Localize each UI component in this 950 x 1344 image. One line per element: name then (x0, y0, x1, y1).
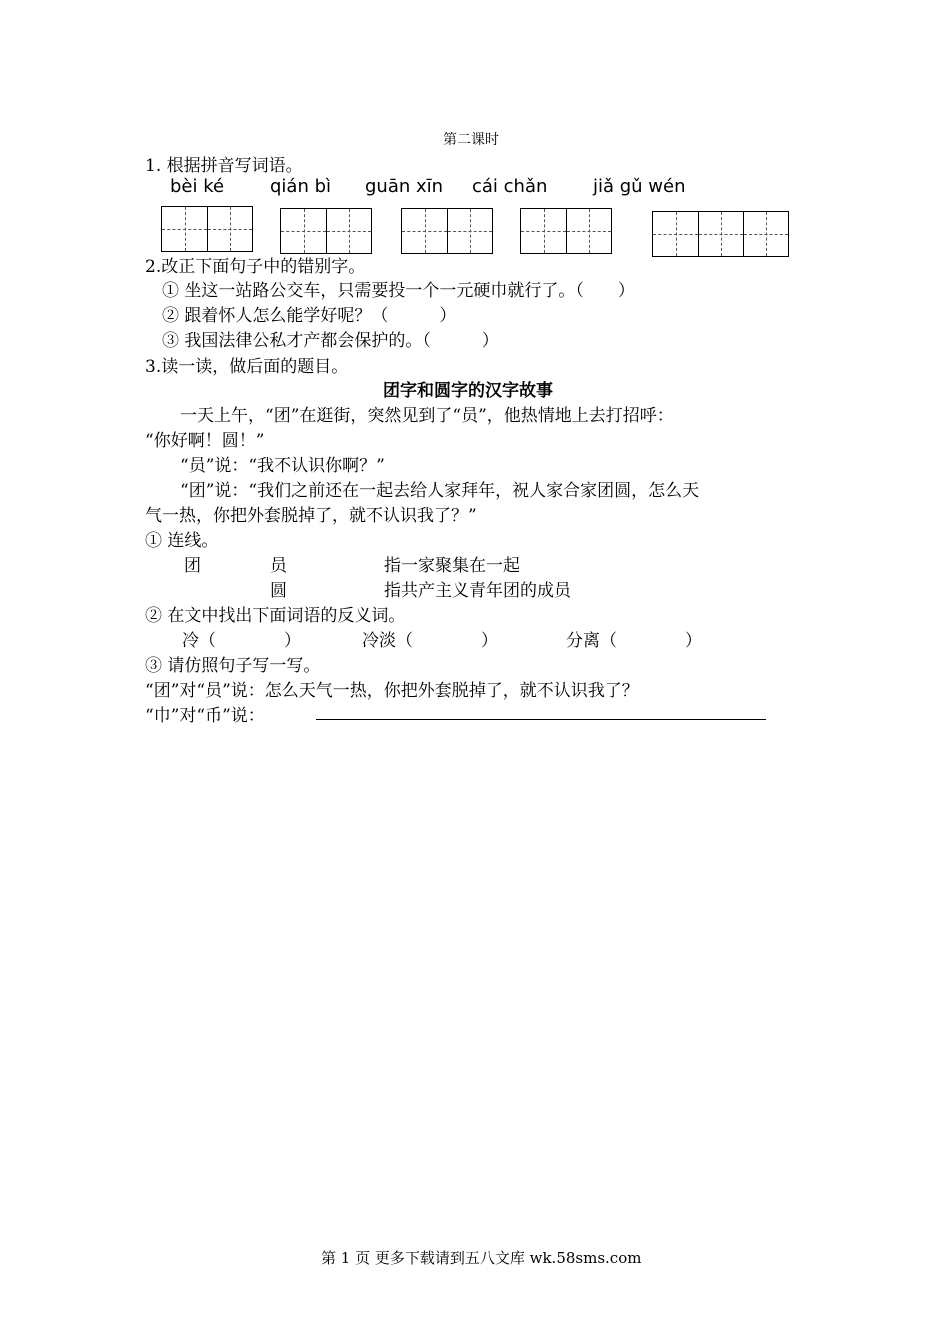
antonym-item-2: 冷淡（ ） (362, 631, 498, 651)
q2-item-2: ② 跟着怀人怎么能学好呢？（ ） (162, 306, 457, 326)
story-paragraph-3a: “团”说：“我们之前还在一起去给人家拜年，祝人家合家团圆，怎么天 (180, 481, 700, 501)
grid-cell[interactable] (698, 212, 743, 256)
story-paragraph-1b: “你好啊！圆！” (145, 431, 265, 451)
q1-prompt: 1. 根据拼音写词语。 (145, 156, 303, 176)
writing-grid-5[interactable] (652, 211, 789, 257)
pinyin-3: guān xīn (365, 176, 444, 197)
antonym-item-3: 分离（ ） (566, 631, 702, 651)
writing-grid-4[interactable] (520, 208, 612, 254)
imitation-task: “巾”对“币”说： (145, 706, 265, 726)
lesson-subtitle: 第二课时 (443, 132, 499, 148)
story-paragraph-3b: 气一热，你把外套脱掉了，就不认识我了？” (145, 506, 477, 526)
grid-cell[interactable] (207, 207, 252, 251)
match-left-char[interactable]: 团 (184, 556, 201, 576)
q2-item-3: ③ 我国法律公私才产都会保护的。（ ） (162, 331, 499, 351)
grid-cell[interactable] (653, 212, 698, 256)
writing-grid-1[interactable] (161, 206, 253, 252)
pinyin-1: bèi ké (170, 176, 225, 197)
sub3-prompt: ③ 请仿照句子写一写。 (145, 656, 321, 676)
antonym-item-1: 冷（ ） (182, 631, 301, 651)
match-mid-char-2[interactable]: 圆 (270, 581, 287, 601)
grid-cell[interactable] (402, 209, 447, 253)
page-footer: 第 1 页 更多下载请到五八文库 wk.58sms.com (321, 1249, 642, 1267)
grid-cell[interactable] (281, 209, 326, 253)
pinyin-4: cái chǎn (472, 176, 548, 197)
grid-cell[interactable] (326, 209, 371, 253)
story-paragraph-1a: 一天上午，“团”在逛街，突然见到了“员”，他热情地上去打招呼： (180, 406, 674, 426)
q2-prompt: 2.改正下面句子中的错别字。 (145, 257, 366, 277)
match-mid-char-1[interactable]: 员 (270, 556, 287, 576)
sub2-prompt: ② 在文中找出下面词语的反义词。 (145, 606, 406, 626)
grid-cell[interactable] (162, 207, 207, 251)
story-paragraph-2: “员”说：“我不认识你啊？” (180, 456, 385, 476)
grid-cell[interactable] (447, 209, 492, 253)
answer-line[interactable] (316, 719, 766, 720)
example-sentence: “团”对“员”说：怎么天气一热，你把外套脱掉了，就不认识我了？ (145, 681, 639, 701)
grid-cell[interactable] (743, 212, 788, 256)
sub1-prompt: ① 连线。 (145, 531, 219, 551)
story-title: 团字和圆字的汉字故事 (383, 381, 553, 401)
grid-cell[interactable] (521, 209, 566, 253)
writing-grid-3[interactable] (401, 208, 493, 254)
q2-item-1: ① 坐这一站路公交车，只需要投一个一元硬巾就行了。（ ） (162, 281, 635, 301)
writing-grid-2[interactable] (280, 208, 372, 254)
grid-cell[interactable] (566, 209, 611, 253)
match-meaning-1[interactable]: 指一家聚集在一起 (384, 556, 520, 576)
pinyin-5: jiǎ gǔ wén (593, 176, 686, 197)
q3-prompt: 3.读一读，做后面的题目。 (145, 357, 349, 377)
match-meaning-2[interactable]: 指共产主义青年团的成员 (384, 581, 571, 601)
pinyin-2: qián bì (270, 176, 332, 197)
